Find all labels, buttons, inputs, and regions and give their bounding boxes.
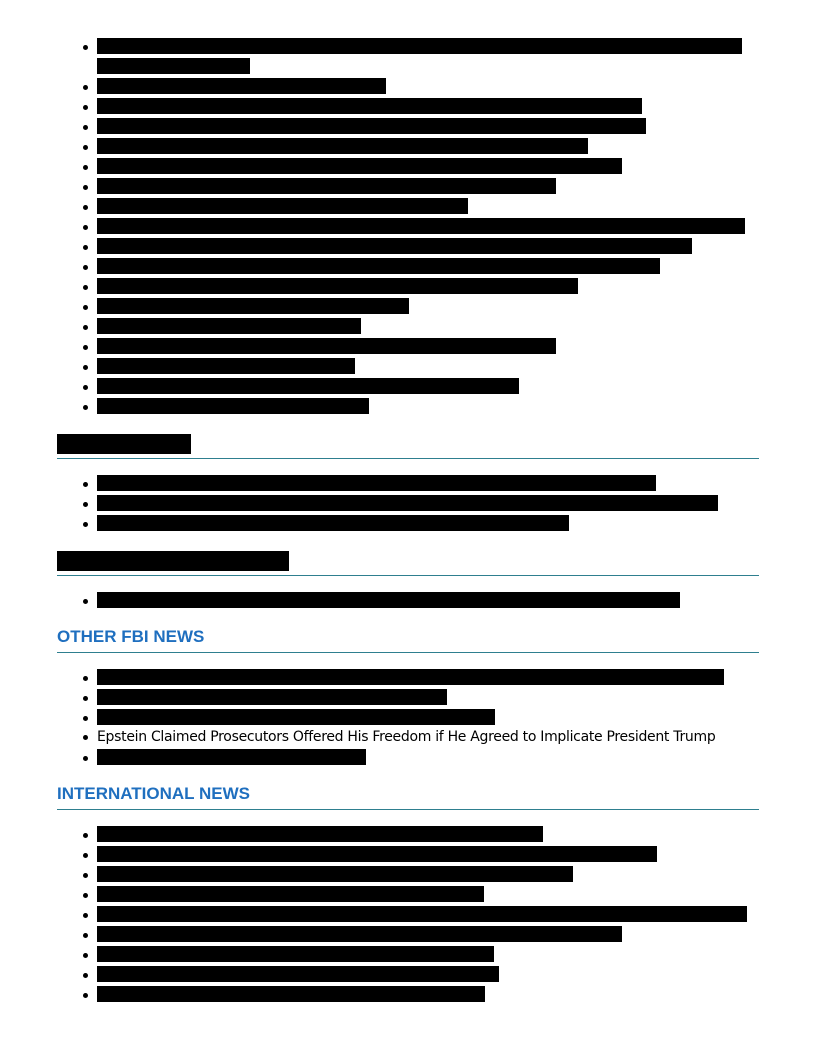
bullet: [83, 502, 88, 507]
redaction-block: [97, 866, 573, 882]
redaction-block: [97, 238, 692, 254]
bullet: [83, 933, 88, 938]
redaction-block: [97, 138, 588, 154]
redaction-block: [97, 749, 366, 765]
bullet: [83, 735, 88, 740]
headline-epstein-claimed[interactable]: Epstein Claimed Prosecutors Offered His Freedom if He Agreed to Implicate President Trump: [97, 729, 716, 745]
redaction-block: [97, 258, 660, 274]
bullet: [83, 756, 88, 761]
redaction-block: [97, 298, 409, 314]
redaction-block: [97, 906, 747, 922]
redaction-block: [97, 118, 646, 134]
section-heading-other-fbi-news: OTHER FBI NEWS: [57, 627, 205, 646]
bullet: [83, 953, 88, 958]
bullet: [83, 913, 88, 918]
bullet: [83, 676, 88, 681]
bullet: [83, 716, 88, 721]
bullet: [83, 973, 88, 978]
redaction-block: [97, 78, 386, 94]
redaction-block: [97, 158, 622, 174]
redaction-block: [97, 689, 447, 705]
bullet: [83, 833, 88, 838]
section-heading-redacted: [57, 551, 289, 571]
redaction-block: [97, 946, 494, 962]
bullet: [83, 873, 88, 878]
bullet: [83, 893, 88, 898]
redaction-block: [97, 592, 680, 608]
bullet: [83, 285, 88, 290]
bullet: [83, 205, 88, 210]
redaction-block: [97, 318, 361, 334]
bullet: [83, 365, 88, 370]
section-divider: [57, 809, 759, 810]
redaction-block: [97, 38, 742, 54]
section-heading-redacted: [57, 434, 191, 454]
redaction-block: [97, 358, 355, 374]
bullet: [83, 265, 88, 270]
bullet: [83, 85, 88, 90]
redaction-block: [97, 378, 519, 394]
bullet: [83, 225, 88, 230]
bullet: [83, 696, 88, 701]
bullet: [83, 165, 88, 170]
section-heading-international-news: INTERNATIONAL NEWS: [57, 784, 250, 803]
bullet: [83, 522, 88, 527]
redaction-block: [97, 178, 556, 194]
bullet: [83, 305, 88, 310]
redaction-block: [97, 398, 369, 414]
redaction-block: [97, 495, 718, 511]
redaction-block: [97, 886, 484, 902]
redaction-block: [97, 198, 468, 214]
bullet: [83, 599, 88, 604]
bullet: [83, 125, 88, 130]
section-divider: [57, 652, 759, 653]
bullet: [83, 325, 88, 330]
redaction-block: [97, 669, 724, 685]
bullet: [83, 993, 88, 998]
bullet: [83, 185, 88, 190]
section-divider: [57, 575, 759, 576]
redaction-block: [97, 218, 745, 234]
bullet: [83, 105, 88, 110]
bullet: [83, 45, 88, 50]
section-divider: [57, 458, 759, 459]
redaction-block: [97, 515, 569, 531]
redaction-block: [97, 58, 250, 74]
bullet: [83, 405, 88, 410]
redaction-block: [97, 475, 656, 491]
redaction-block: [97, 966, 499, 982]
bullet: [83, 245, 88, 250]
redaction-block: [97, 826, 543, 842]
redaction-block: [97, 278, 578, 294]
bullet: [83, 345, 88, 350]
redaction-block: [97, 986, 485, 1002]
redaction-block: [97, 338, 556, 354]
bullet: [83, 385, 88, 390]
bullet: [83, 853, 88, 858]
redaction-block: [97, 846, 657, 862]
redaction-block: [97, 709, 495, 725]
redaction-block: [97, 926, 622, 942]
redaction-block: [97, 98, 642, 114]
bullet: [83, 145, 88, 150]
bullet: [83, 482, 88, 487]
